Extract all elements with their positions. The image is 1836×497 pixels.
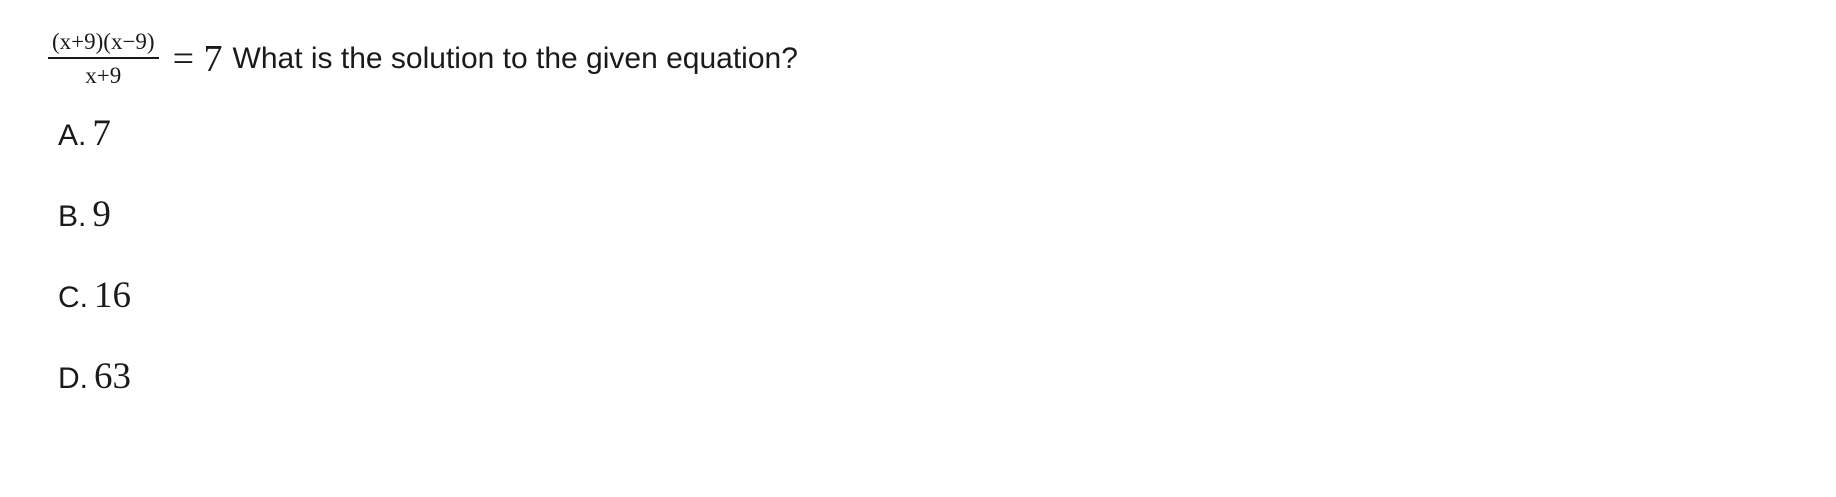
equation-fraction	[48, 30, 159, 87]
equation-rhs: = 7	[172, 37, 223, 80]
choice-value: 16	[94, 275, 131, 316]
question-stem	[48, 30, 798, 87]
choice-value: 63	[94, 356, 131, 397]
choice-letter: A.	[58, 119, 87, 152]
answer-choice-c[interactable]	[58, 274, 131, 317]
choice-letter: D.	[58, 362, 88, 395]
fraction-numerator: (x+9)(x−9)	[48, 30, 159, 59]
fraction-denominator: x+9	[85, 63, 122, 88]
question-prompt: What is the solution to the given equation?	[232, 41, 798, 75]
answer-choice-a[interactable]	[58, 112, 111, 155]
choice-value: 7	[92, 113, 111, 154]
choice-letter: B.	[58, 200, 87, 233]
choice-letter: C.	[58, 281, 88, 314]
answer-choice-d[interactable]	[58, 355, 131, 398]
answer-choice-b[interactable]	[58, 193, 111, 236]
choice-value: 9	[92, 194, 111, 235]
